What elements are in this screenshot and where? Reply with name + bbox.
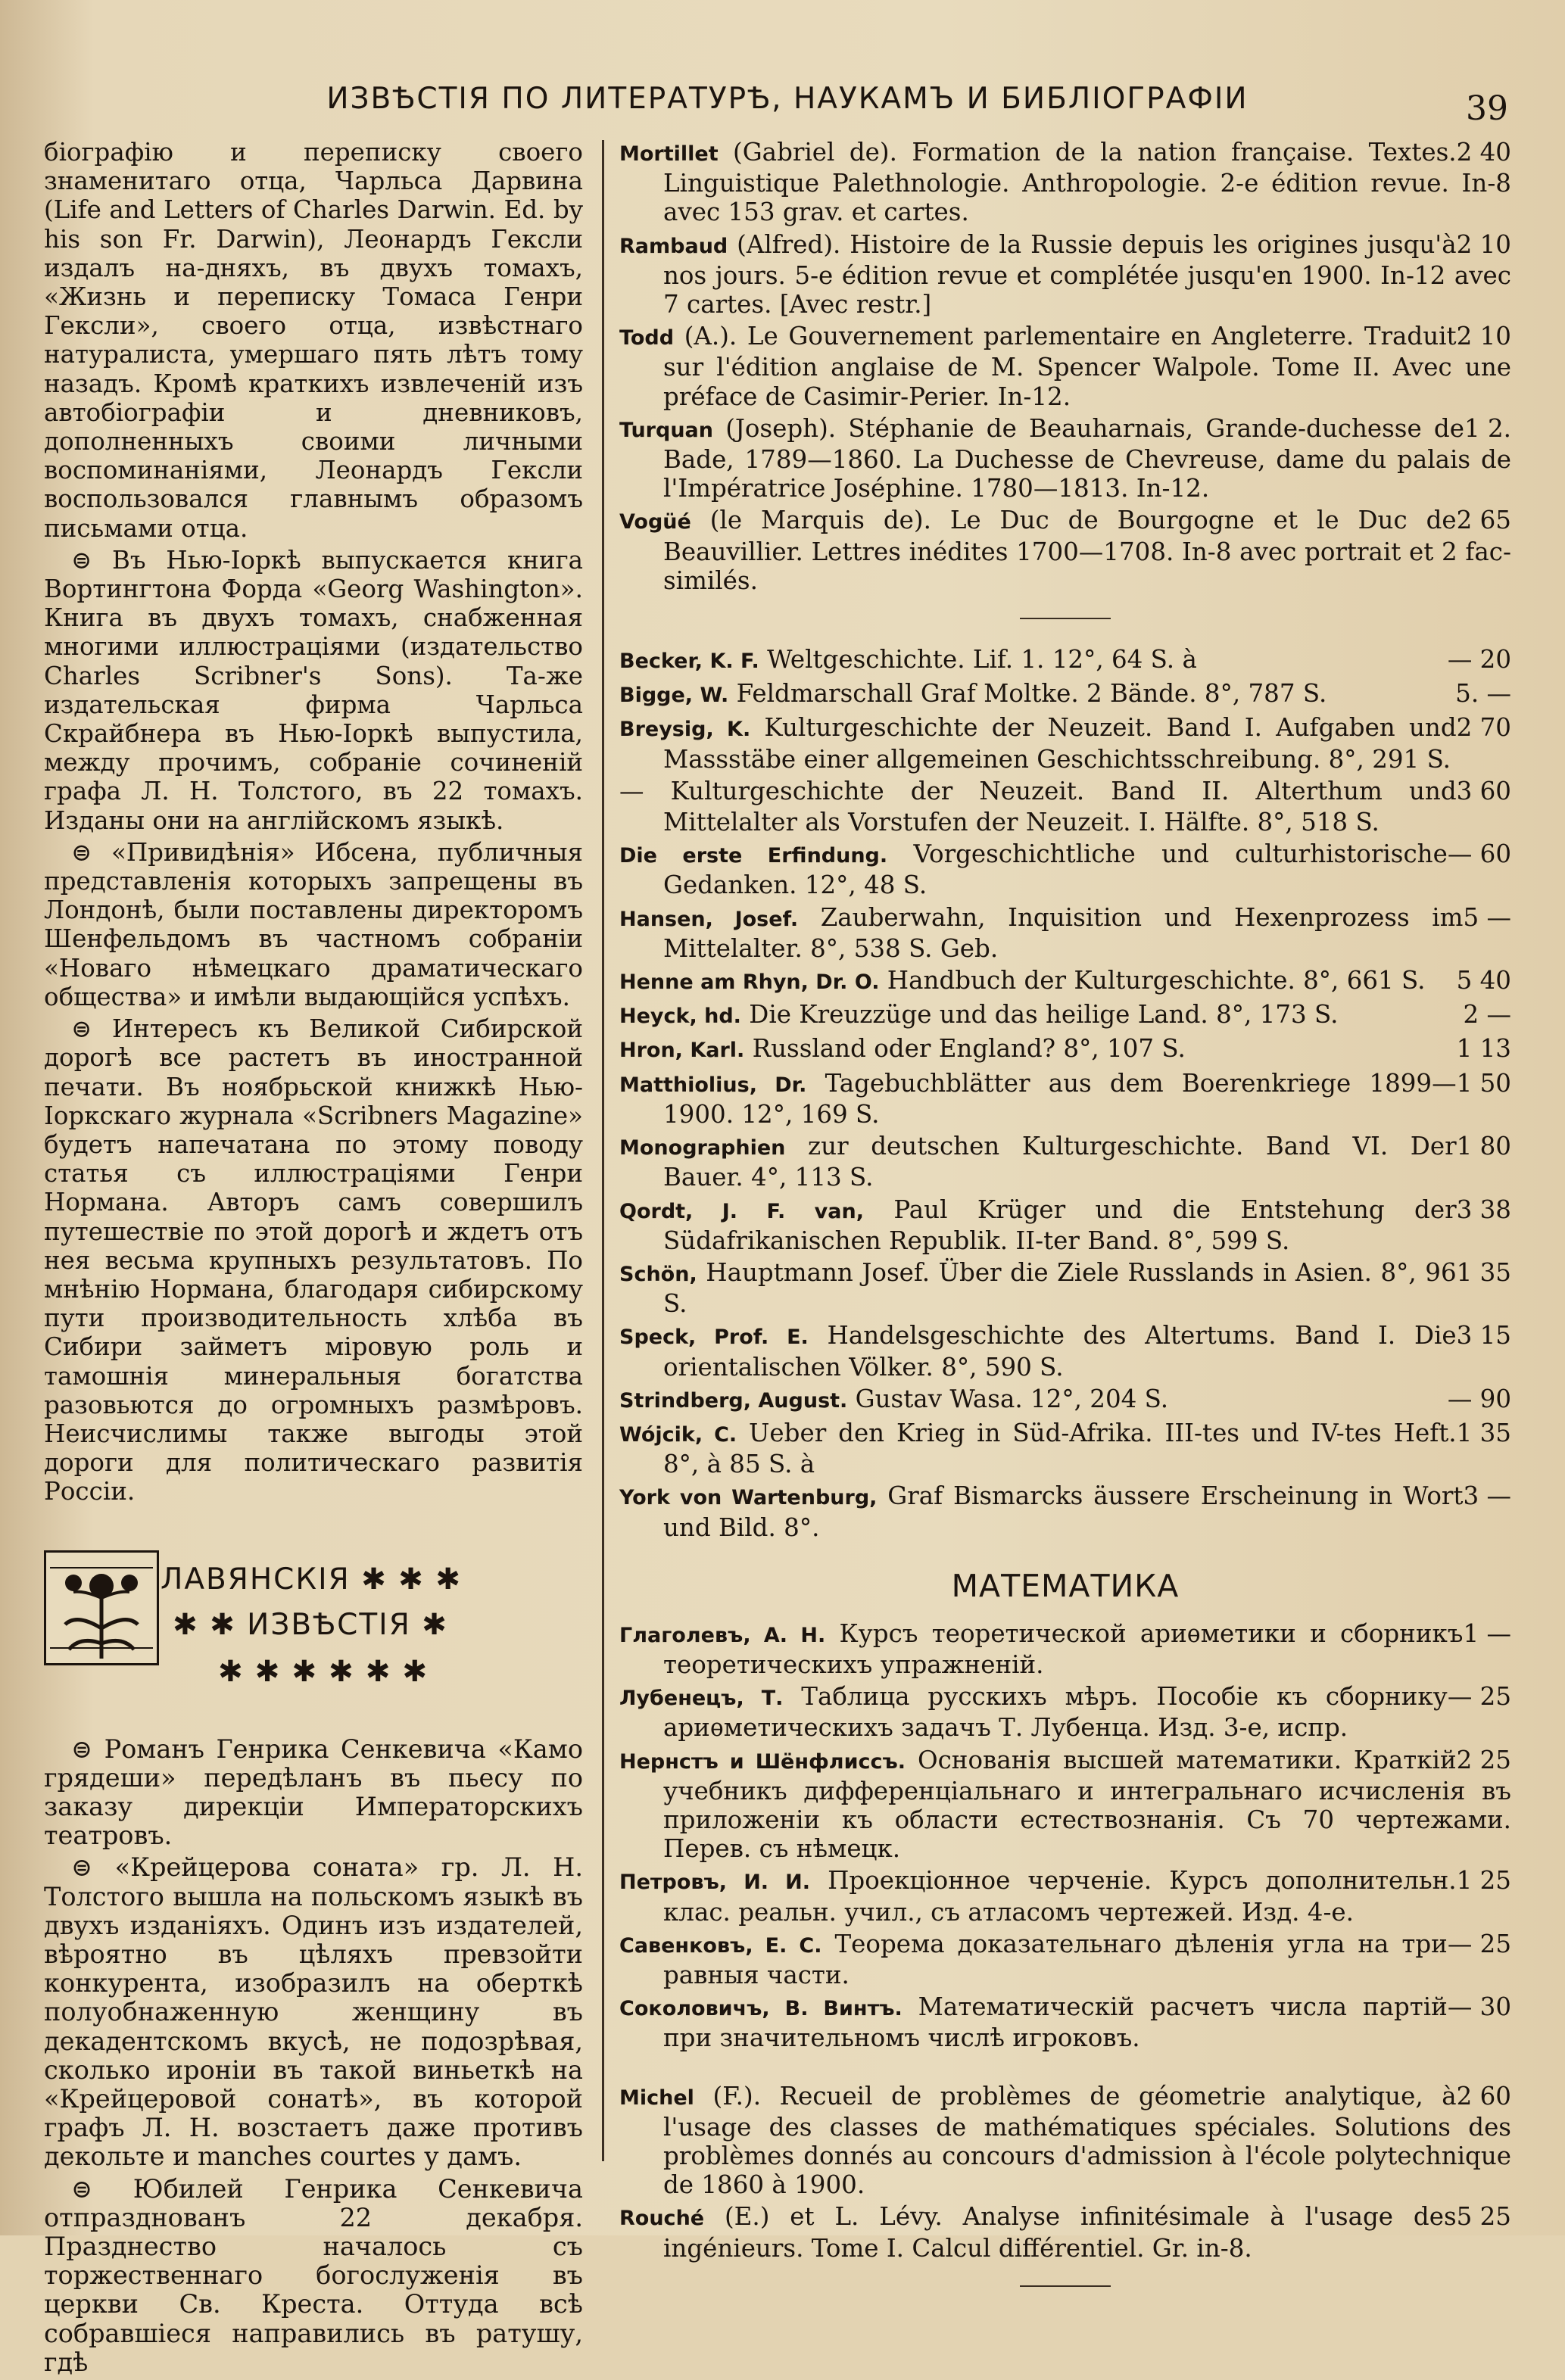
book-price: 1 80	[1456, 1132, 1511, 1161]
book-author: York von Wartenburg,	[619, 1486, 878, 1510]
book-price: — 25	[1447, 1929, 1511, 1958]
left-column	[44, 138, 583, 2380]
book-price: 5 25	[1456, 2202, 1511, 2232]
book-price: 3 —	[1463, 1481, 1511, 1511]
page-number: 39	[1466, 89, 1508, 128]
book-entry	[619, 1195, 1511, 1255]
heading-line-3: ✱✱✱✱✱✱	[218, 1654, 440, 1689]
book-title: Zauberwahn, Inquisition und Hexenprozess im Mittelalter. 8°, 538 S. Geb.	[663, 902, 1464, 963]
book-entry	[619, 1746, 1511, 1864]
book-title: Handelsgeschichte des Altertums. Band I. Die orientalischen Völker. 8°, 590 S.	[663, 1321, 1457, 1382]
book-author: Петровъ, И. И.	[619, 1871, 811, 1895]
book-price: 1 —	[1463, 1618, 1511, 1648]
book-entry	[619, 2202, 1511, 2262]
book-title: Gustav Wasa. 12°, 204 S.	[847, 1384, 1169, 1413]
math-books-list	[619, 1619, 1511, 2053]
book-entry	[619, 1419, 1511, 1478]
book-entry	[619, 1132, 1511, 1192]
book-title: Vorgeschichtliche und culturhistorische Gedanken. 12°, 48 S.	[663, 840, 1448, 900]
book-price: 2 25	[1456, 1745, 1511, 1774]
book-price: — 60	[1447, 840, 1511, 869]
book-entry	[619, 713, 1511, 773]
german-books-list	[619, 645, 1511, 1542]
book-title: Weltgeschichte. Lif. 1. 12°, 64 S. à	[759, 645, 1197, 674]
book-entry	[619, 1385, 1511, 1416]
book-price: — 20	[1447, 645, 1511, 674]
book-author: Henne am Rhyn, Dr. O.	[619, 970, 880, 995]
book-price: — 25	[1447, 1682, 1511, 1712]
book-author: Die erste Erfindung.	[619, 844, 888, 868]
book-entry	[619, 1258, 1511, 1318]
book-entry	[619, 1866, 1511, 1926]
divider	[1020, 2285, 1111, 2287]
book-price: 5. —	[1455, 679, 1511, 709]
heading-line-2: ✱ ✱ ИЗВѢСТІЯ ✱	[173, 1607, 448, 1642]
book-price: — 90	[1447, 1384, 1511, 1413]
book-title: (le Marquis de). Le Duc de Bourgogne et le Duc de Beauvillier. Lettres inédites 1700—1708. In-8 avec portrait et 2 fac-similés.	[663, 506, 1511, 595]
book-author: Глаголевъ, А. Н.	[619, 1623, 826, 1647]
book-price: 2 70	[1456, 713, 1511, 743]
book-author: Mortillet	[619, 142, 719, 166]
book-entry	[619, 840, 1511, 899]
paragraph: ⊜ Романъ Генрика Сенкевича «Камо грядеши» передѣланъ въ пьесу по заказу дирекціи Императорскихъ театровъ.	[44, 1734, 583, 1851]
paragraph: ⊜ «Привидѣнія» Ибсена, публичныя представленія которыхъ запрещены въ Лондонѣ, были поставлены директоромъ Шенфельдомъ въ частномъ собраніи «Новаго нѣмецкаго драматическаго общества» и имѣли выдающійся успѣхъ.	[44, 837, 583, 1011]
book-title: (Gabriel de). Formation de la nation française. Textes. Linguistique Palethnologie. Anthropologie. 2-e édition revue. In-8 avec 153 grav. et cartes.	[663, 138, 1511, 227]
book-author: Speck, Prof. E.	[619, 1326, 809, 1350]
slavic-news-heading	[44, 1550, 583, 1702]
heading-line-1: ЛАВЯНСКІЯ ✱ ✱ ✱	[161, 1562, 462, 1597]
book-entry	[619, 645, 1511, 676]
book-author: Нернстъ и Шёнфлиссъ.	[619, 1749, 906, 1774]
right-column	[619, 138, 1511, 2313]
book-author: Todd	[619, 326, 675, 350]
divider	[1020, 618, 1111, 619]
book-entry	[619, 1481, 1511, 1541]
book-title: Курсъ теоретической ариѳметики и сборникъ теоретическихъ упражненій.	[663, 1618, 1464, 1679]
book-price: 1 35	[1456, 1257, 1511, 1287]
book-title: Математическій расчетъ числа партій при значительномъ числѣ игроковъ.	[663, 1992, 1448, 2053]
book-author: Лубенецъ, Т.	[619, 1687, 784, 1711]
book-author: Hron, Karl.	[619, 1039, 745, 1063]
book-author: Qordt, J. F. van,	[619, 1199, 864, 1223]
book-title: Основанія высшей математики. Краткій учебникъ дифференціальнаго и интегральнаго исчисленія въ приложеніи къ области естествознанія. Съ 70 чертежами. Перев. съ нѣмецк.	[663, 1745, 1511, 1864]
book-entry	[619, 322, 1511, 411]
book-title: (A.). Le Gouvernement parlementaire en Angleterre. Traduit sur l'édition anglaise de M. Spencer Walpole. Tome II. Avec une préface de Casimir-Perier. In-12.	[663, 322, 1511, 411]
paragraph: ⊜ Юбилей Генрика Сенкевича отпразднованъ 22 декабря. Празднество началось съ торжественнаго богослуженія въ церкви Св. Креста. Оттуда всѣ собравшіеся направились въ ратушу, гдѣ	[44, 2173, 583, 2377]
book-author: Rambaud	[619, 234, 728, 258]
column-rule	[602, 140, 604, 2161]
paragraph: біографію и переписку своего знаменитаго отца, Чарльса Дарвина (Life and Letters of Charles Darwin. Ed. by his son Fr. Darwin), Леонардъ Гексли издалъ на-дняхъ, въ двухъ томахъ, «Жизнь и переписку Томаса Генри Гексли», своего отца, извѣстнаго натуралиста, умершаго пять лѣтъ тому назадъ. Кромѣ краткихъ извлеченій изъ автобіографіи и дневниковъ, дополненныхъ своими личными воспоминаніями, Леонардъ Гексли воспользовался главнымъ образомъ письмами отца.	[44, 138, 583, 543]
book-price: 2 —	[1463, 1000, 1511, 1030]
book-title: Handbuch der Kulturgeschichte. 8°, 661 S.	[879, 966, 1426, 995]
book-price: 1 2.	[1464, 413, 1511, 443]
book-price: 1 50	[1456, 1068, 1511, 1098]
book-title: Ueber den Krieg in Süd-Afrika. III-tes und IV-tes Heft. 8°, à 85 S. à	[663, 1418, 1457, 1479]
book-author: Соколовичъ, В. Винтъ.	[619, 1997, 903, 2021]
paragraph: ⊜ Въ Нью-Іоркѣ выпускается книга Вортингтона Форда «Georg Washington». Книга въ двухъ томахъ, снабженная многими иллюстраціями (издательство Charles Scribner's Sons). Та-же издательская фирма Чарльса Скрайбнера въ Нью-Іоркѣ выпустила, между прочимъ, собраніе сочиненій графа Л. Н. Толстого, въ 22 томахъ. Изданы они на англійскомъ языкѣ.	[44, 545, 583, 835]
book-author: Breysig, K.	[619, 718, 751, 742]
book-price: 2 10	[1456, 322, 1511, 351]
book-title: zur deutschen Kulturgeschichte. Band VI. Der Bauer. 4°, 113 S.	[663, 1132, 1457, 1192]
book-entry	[619, 1992, 1511, 2052]
book-author: Becker, K. F.	[619, 650, 759, 674]
book-entry	[619, 777, 1511, 836]
book-price: 1 13	[1456, 1034, 1511, 1064]
book-entry	[619, 679, 1511, 710]
book-author: Hansen, Josef.	[619, 907, 799, 931]
book-author: Strindberg, August.	[619, 1388, 848, 1413]
book-entry	[619, 1682, 1511, 1742]
book-price: 5 —	[1463, 902, 1511, 932]
book-price: — 30	[1447, 1992, 1511, 2022]
book-price: 5 40	[1456, 966, 1511, 995]
book-entry	[619, 2082, 1511, 2200]
book-author: Schön,	[619, 1262, 697, 1286]
book-title: — Kulturgeschichte der Neuzeit. Band II. Alterthum und Mittelalter als Vorstufen der Neuzeit. I. Hälfte. 8°, 518 S.	[619, 776, 1457, 837]
book-title: Kulturgeschichte der Neuzeit. Band I. Aufgaben und Massstäbe einer allgemeinen Geschichtsschreibung. 8°, 291 S.	[663, 713, 1457, 774]
book-price: 2 10	[1456, 229, 1511, 259]
book-entry	[619, 1034, 1511, 1065]
flower-vignette	[44, 1550, 159, 1665]
book-title: (Joseph). Stéphanie de Beauharnais, Grande-duchesse de Bade, 1789—1860. La Duchesse de Chevreuse, dame du palais de l'Impératrice Joséphine. 1780—1813. In-12.	[663, 413, 1511, 503]
book-title: Tagebuchblätter aus dem Boerenkriege 1899—1900. 12°, 169 S.	[663, 1068, 1457, 1129]
book-entry	[619, 1619, 1511, 1679]
book-entry	[619, 1069, 1511, 1129]
book-price: 2 40	[1456, 138, 1511, 167]
book-author: Heyck, hd.	[619, 1005, 741, 1029]
book-price: 2 65	[1456, 506, 1511, 535]
book-title: Hauptmann Josef. Über die Ziele Russlands in Asien. 8°, 96 S.	[663, 1257, 1457, 1319]
book-author: Wójcik, C.	[619, 1422, 737, 1447]
book-price: 1 35	[1456, 1418, 1511, 1447]
book-author: Vogüé	[619, 510, 691, 534]
book-title: Проекціонное черченіе. Курсъ дополнительн. клас. реальн. учил., съ атласомъ чертежей. Изд. 4-е.	[663, 1866, 1457, 1927]
book-entry	[619, 506, 1511, 595]
book-author: Bigge, W.	[619, 684, 729, 708]
book-title: Feldmarschall Graf Moltke. 2 Bände. 8°, 787 S.	[728, 679, 1327, 709]
book-author: Michel	[619, 2086, 694, 2110]
flower-icon	[46, 1553, 157, 1663]
book-author: Савенковъ, Е. С.	[619, 1933, 822, 1958]
book-title: Теорема доказательнаго дѣленія угла на три равныя части.	[663, 1929, 1448, 1989]
book-title: Paul Krüger und die Entstehung der Südafrikanischen Republik. II-ter Band. 8°, 599 S.	[663, 1195, 1457, 1255]
book-entry	[619, 230, 1511, 319]
book-title: Die Kreuzzüge und das heilige Land. 8°, 173 S.	[740, 1000, 1339, 1030]
book-title: (F.). Recueil de problèmes de géometrie analytique, à l'usage des classes de mathématiques spéciales. Solutions des problèmes donnés au concours d'admission à l'école polytechnique de 1860 à 1900.	[663, 2081, 1511, 2200]
book-title: Russland oder England? 8°, 107 S.	[744, 1034, 1186, 1064]
book-title: Таблица русскихъ мѣръ. Пособіе къ сборнику ариѳметическихъ задачъ Т. Лубенца. Изд. 3-е, испр.	[663, 1682, 1448, 1743]
book-price: 1 25	[1456, 1866, 1511, 1896]
book-author: Rouché	[619, 2207, 705, 2231]
book-entry	[619, 1321, 1511, 1381]
running-head: ИЗВѢСТІЯ ПО ЛИТЕРАТУРѢ, НАУКАМЪ И БИБЛІОГРАФІИ	[326, 82, 1249, 116]
book-title: (Alfred). Histoire de la Russie depuis les origines jusqu'à nos jours. 5-e édition revue et complétée jusqu'en 1900. In-12 avec 7 cartes. [Avec restr.]	[663, 229, 1511, 319]
book-title: (E.) et L. Lévy. Analyse infinitésimale à l'usage des ingénieurs. Tome I. Calcul différentiel. Gr. in-8.	[663, 2202, 1457, 2263]
french-books-list	[619, 138, 1511, 595]
paragraph: ⊜ «Крейцерова соната» гр. Л. Н. Толстого вышла на польскомъ языкѣ въ двухъ изданіяхъ. Одинъ изъ издателей, вѣроятно въ цѣляхъ превзойти конкурента, изобразилъ на оберткѣ полуобнаженную женщину въ декадентскомъ вкусѣ, не подозрѣвая, сколько иронiи въ такой виньеткѣ на «Крейцеровой сонатѣ», въ которой графъ Л. Н. возстаетъ даже противъ декольте и manches courtes у дамъ.	[44, 1852, 583, 2172]
book-entry	[619, 1000, 1511, 1031]
book-author: Monographien	[619, 1136, 786, 1160]
book-entry	[619, 414, 1511, 503]
book-price: 3 60	[1456, 776, 1511, 805]
book-author: Matthiolius, Dr.	[619, 1073, 807, 1097]
section-title: МАТЕМАТИКА	[951, 1567, 1180, 1604]
book-entry	[619, 903, 1511, 963]
paragraph: ⊜ Интересъ къ Великой Сибирской дорогѣ все растетъ въ иностранной печати. Въ ноябрьской книжкѣ Нью-Іоркскаго журнала «Scribners Magazine» будетъ напечатана по этому поводу статья съ иллюстраціями Генри Нормана. Авторъ самъ совершилъ путешествіе по этой дорогѣ и ждетъ отъ нея весьма крупныхъ результатовъ. По мнѣнію Нормана, благодаря сибирскому пути производительность хлѣба въ Сибири займетъ міровую роль и тамошнія минеральныя богатства разовьются до огромныхъ размѣровъ. Неисчислимы также выгоды этой дороги для политическаго развитія Россіи.	[44, 1014, 583, 1506]
book-entry	[619, 966, 1511, 997]
book-entry	[619, 1930, 1511, 1989]
book-author: Turquan	[619, 418, 713, 442]
book-title: Graf Bismarcks äussere Erscheinung in Wort und Bild. 8°.	[663, 1481, 1464, 1542]
book-price: 3 38	[1456, 1195, 1511, 1224]
book-price: 3 15	[1456, 1321, 1511, 1350]
book-entry	[619, 138, 1511, 227]
book-price: 2 60	[1456, 2081, 1511, 2111]
